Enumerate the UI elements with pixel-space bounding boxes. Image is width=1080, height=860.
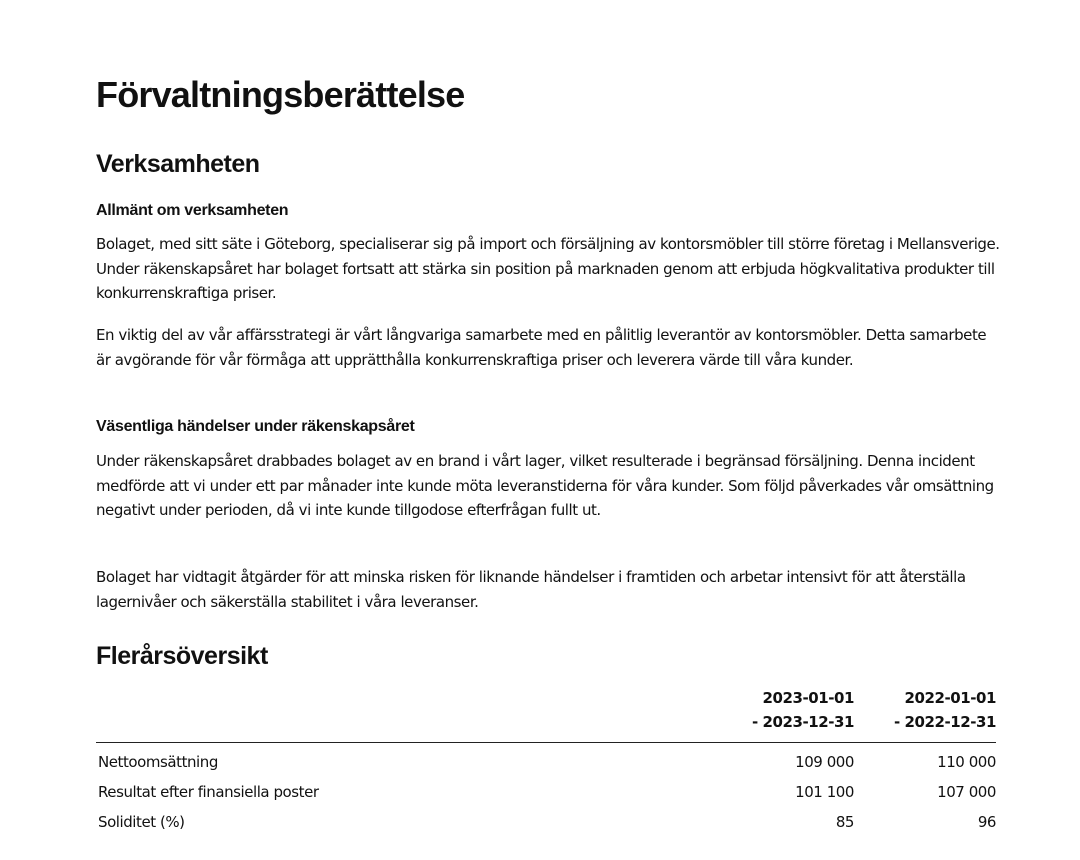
paragraph-allmant-2: En viktig del av vår affärsstrategi är vårt långvariga samarbete med en pålitlig leverantör av kontorsmöbler. Detta samarbete är avgörande för vår förmåga att upprätthålla konkurrenskraftiga priser och leverera värde till våra kunder. (96, 326, 987, 369)
section-heading-flerarsoversikt: Flerårsöversikt (96, 642, 268, 670)
paragraph-allmant-1: Bolaget, med sitt säte i Göteborg, specialiserar sig på import och försäljning av kontorsmöbler till större företag i Mellansverige. Under räkenskapsåret har bolaget fortsatt att stärka sin position på marknaden genom att erbjuda högkvalitativa produkter till konkurrenskraftiga priser. (96, 235, 1000, 302)
column-header-2023 (752, 686, 854, 734)
paragraph-vasentliga-2: Bolaget har vidtagit åtgärder för att minska risken för liknande händelser i framtiden och arbetar intensivt för att återställa lagernivåer och säkerställa stabilitet i våra leveranser. (96, 568, 966, 611)
section-heading-verksamheten: Verksamheten (96, 150, 260, 178)
column-header-line: 2022-01-01 (904, 689, 996, 707)
column-header-line: - 2022-12-31 (894, 713, 996, 731)
table-body (96, 743, 996, 837)
row-value: 109 000 (795, 753, 854, 771)
paragraph-vasentliga-1: Under räkenskapsåret drabbades bolaget av en brand i vårt lager, vilket resulterade i begränsad försäljning. Denna incident medförde att vi under ett par månader inte kunde möta leveranstiderna för våra kunder. Som följd påverkades vår omsättning negativt under perioden, då vi inte kunde tillgodose efterfrågan fullt ut. (96, 452, 994, 519)
row-label: Soliditet (%) (98, 813, 185, 831)
column-header-line: 2023-01-01 (762, 689, 854, 707)
row-label: Nettoomsättning (98, 753, 218, 771)
multi-year-overview-table (96, 686, 996, 837)
row-value: 107 000 (937, 783, 996, 801)
row-value: 96 (977, 813, 996, 831)
row-label: Resultat efter finansiella poster (98, 783, 319, 801)
table-row (96, 777, 996, 807)
table-row (96, 747, 996, 777)
subheading-vasentliga: Väsentliga händelser under räkenskapsåret (96, 418, 415, 435)
row-value: 101 100 (795, 783, 854, 801)
row-value: 85 (835, 813, 854, 831)
row-value: 110 000 (937, 753, 996, 771)
column-header-line: - 2023-12-31 (752, 713, 854, 731)
column-header-2022 (894, 686, 996, 734)
page-title: Förvaltningsberättelse (96, 74, 465, 115)
subheading-allmant: Allmänt om verksamheten (96, 202, 289, 219)
table-row (96, 807, 996, 837)
table-header (96, 686, 996, 743)
